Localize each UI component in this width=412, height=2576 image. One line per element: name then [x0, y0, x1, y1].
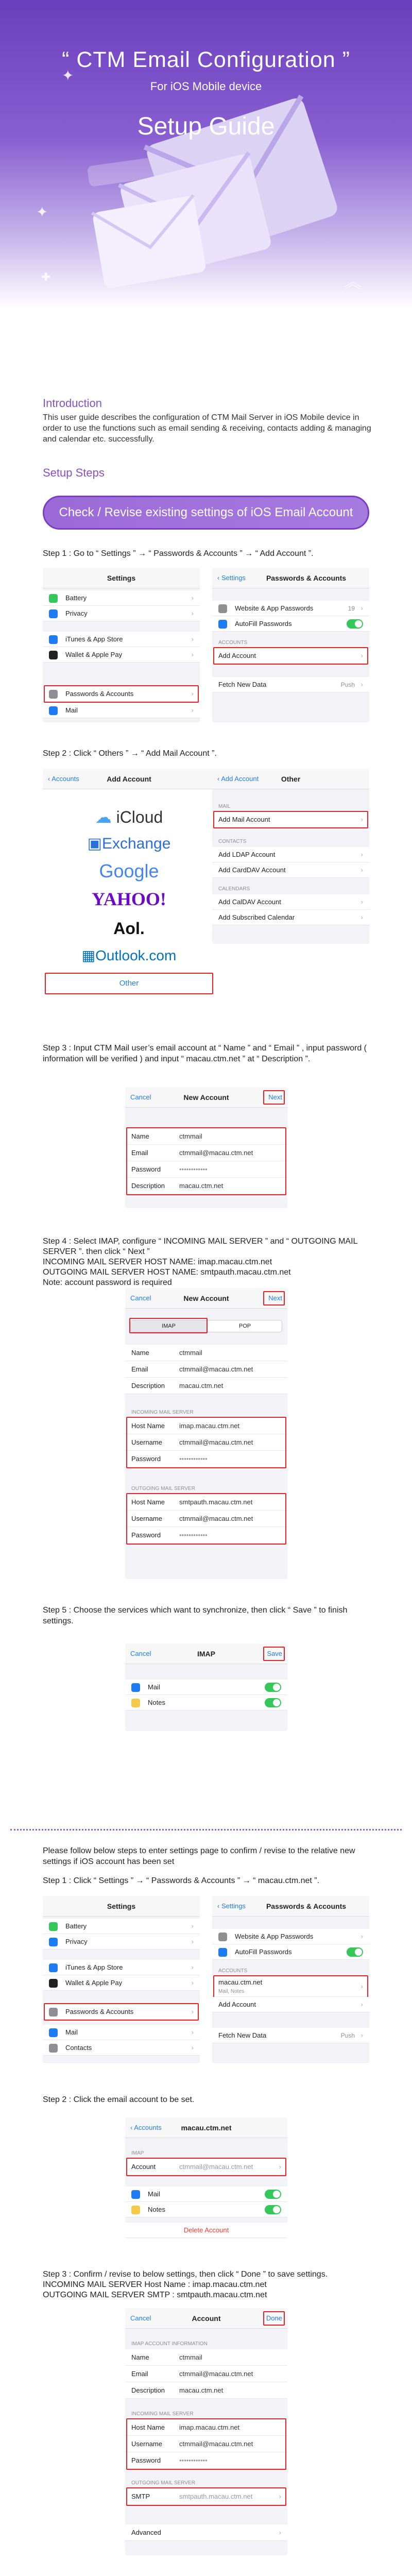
field-label: Email [131, 1365, 148, 1373]
add-account-screen [43, 769, 215, 1011]
mail-header: MAIL [218, 804, 231, 809]
row-label: Add Account [218, 652, 256, 659]
option-label: Aol. [113, 919, 145, 938]
key-icon [218, 1933, 227, 1941]
field-label: Account [131, 2163, 156, 2171]
chevron-right-icon: › [360, 681, 363, 688]
row-label: Notes [148, 2206, 165, 2213]
field-value: macau.ctm.net [179, 1382, 224, 1389]
field-value: ctmmail@macau.ctm.net [179, 2370, 253, 2378]
exchange-option[interactable] [43, 835, 215, 853]
highlight-box [126, 2487, 286, 2506]
highlight-box [263, 2311, 285, 2326]
description-field[interactable] [125, 1378, 287, 1394]
chevron-right-icon: › [360, 851, 363, 858]
advanced-row[interactable] [125, 2524, 287, 2541]
highlight-box [129, 1318, 208, 1333]
segment-label: IMAP [162, 1323, 176, 1329]
settings-navbar [43, 1896, 200, 1917]
chevron-right-icon: › [191, 1938, 194, 1945]
add-title: Add Account [107, 775, 151, 783]
field-value: smtpauth.macau.ctm.net [179, 2493, 253, 2500]
option-label: iCloud [116, 808, 163, 826]
chevron-right-icon: › [191, 1963, 194, 1971]
step-3-text: Step 3 : Input CTM Mail user’s email account at “ Name ” and “ Email ” , input password ( information will be verified ) and input “ macau.ctm.net ” at “ Description ”. [43, 1044, 367, 1063]
row-label: Contacts [65, 2044, 92, 2052]
row-label: Add Subscribed Calendar [218, 913, 295, 921]
battery-icon [49, 594, 58, 603]
highlight-box [126, 2158, 286, 2176]
field-value: imap.macau.ctm.net [179, 2424, 240, 2431]
account-name: macau.ctm.net [218, 1978, 263, 1986]
back-label: Add Account [221, 775, 259, 783]
mail-icon [49, 706, 58, 715]
settings-title: Settings [107, 1902, 136, 1910]
notes-icon [131, 1699, 140, 1707]
row-label: Mail [148, 2190, 160, 2198]
highlight-box [213, 647, 368, 665]
field-value: imap.macau.ctm.net [179, 1422, 240, 1430]
row-label: Battery [65, 1922, 87, 1930]
settings-navbar [43, 568, 200, 588]
chevron-right-icon: › [191, 2008, 194, 2015]
pa-title: Passwords & Accounts [266, 574, 347, 582]
field-label: Name [131, 1132, 149, 1140]
row-label: Add CardDAV Account [218, 866, 286, 874]
mail-icon [49, 2028, 58, 2037]
field-label: Host Name [131, 1498, 165, 1506]
pa-title: Passwords & Accounts [266, 1902, 347, 1910]
highlight-box [213, 1975, 368, 1998]
highlight-box [45, 973, 213, 994]
highlight-box [126, 1493, 286, 1545]
chevron-right-icon: › [360, 652, 363, 659]
hero-banner [0, 0, 412, 309]
sync-mail-row[interactable] [125, 2187, 287, 2202]
cancel-button[interactable]: Cancel [130, 1093, 151, 1101]
field-label: Name [131, 1349, 149, 1357]
field-value: ctmmail@macau.ctm.net [179, 2163, 253, 2171]
segment-label: POP [238, 1323, 251, 1329]
revise-step-3-text: Step 3 : Confirm / revise to below settings, then click “ Done ” to save settings. INCOMING MAIL SERVER Host Name : imap.macau.ctm.net OUTGOING MAIL SERVER SMTP : smtpauth.macau.ctm.net [43, 2270, 328, 2299]
add-carddav-row[interactable] [212, 862, 369, 878]
outlook-option[interactable] [43, 947, 215, 964]
website-passwords-row[interactable] [212, 601, 369, 616]
field-value: ctmmail@macau.ctm.net [179, 1438, 253, 1446]
field-value: •••••••••••• [179, 1165, 208, 1173]
field-value: •••••••••••• [179, 2456, 208, 2464]
section-divider [10, 1829, 402, 1831]
autofill-row[interactable] [212, 1944, 369, 1960]
highlight-box [263, 1647, 285, 1661]
field-label: Username [131, 1438, 162, 1446]
row-label: Add Mail Account [218, 816, 270, 823]
field-value: macau.ctm.net [179, 1182, 224, 1190]
imap-save-screen [125, 1643, 287, 1731]
cancel-button[interactable]: Cancel [130, 2314, 151, 2322]
back-button[interactable]: ‹ Add Account [217, 775, 259, 783]
field-value: ctmmail@macau.ctm.net [179, 2440, 253, 2448]
settings-mail[interactable] [43, 2025, 200, 2040]
imap-info-header: IMAP ACCOUNT INFORMATION [131, 2341, 208, 2347]
aol-option[interactable] [43, 919, 215, 938]
settings-mail[interactable] [43, 703, 200, 718]
new-account-screen [125, 1087, 287, 1208]
chevron-right-icon: › [279, 2493, 281, 2500]
sync-mail-row[interactable] [125, 1680, 287, 1695]
pa-navbar [212, 568, 369, 588]
passwords-accounts-screen [212, 568, 369, 722]
imap-config-screen [125, 1288, 287, 1579]
key-icon [218, 604, 227, 613]
field-label: SMTP [131, 2493, 150, 2500]
contacts-icon [49, 2044, 58, 2053]
other-title: Other [281, 775, 301, 783]
row-label: Add LDAP Account [218, 851, 276, 858]
settings-contacts[interactable] [43, 2040, 200, 2056]
field-value: •••••••••••• [179, 1531, 208, 1539]
fetch-new-data-row[interactable] [212, 677, 369, 692]
hand-icon [49, 609, 58, 618]
name-field[interactable] [125, 1345, 287, 1361]
row-label: Website & App Passwords [235, 604, 314, 612]
option-label: YAHOO! [92, 889, 166, 909]
highlight-box [44, 2003, 199, 2021]
settings-wallet[interactable] [43, 647, 200, 663]
setup-steps-heading: Setup Steps [43, 466, 105, 479]
chevron-right-icon: › [360, 2031, 363, 2039]
cancel-button[interactable]: Cancel [130, 1650, 151, 1657]
row-label: Fetch New Data [218, 2031, 267, 2039]
account-detail-title: Account [192, 2314, 221, 2323]
outlook-icon: ▦ [81, 947, 96, 963]
field-value: ctmmail [179, 1349, 202, 1357]
account-page-navbar [125, 2117, 287, 2138]
add-ldap-row[interactable] [212, 847, 369, 862]
revise-intro-text: Please follow below steps to enter settings page to confirm / revise to the relative new settings if iOS account has been set [43, 1846, 355, 1866]
add-navbar [43, 769, 215, 789]
app-store-icon [49, 635, 58, 644]
field-label: Username [131, 2440, 162, 2448]
row-label: Battery [65, 594, 87, 602]
highlight-box [126, 1417, 286, 1468]
field-label: Email [131, 1149, 148, 1157]
field-label: Host Name [131, 2424, 165, 2431]
sparkle-icon: ✦ [36, 204, 48, 220]
revise-step-1-text: Step 1 : Click “ Settings ” → “ Passwords & Accounts ” → “ macau.ctm.net ”. [43, 1876, 320, 1885]
row-label: Notes [148, 1699, 165, 1706]
option-label: Other [119, 979, 139, 988]
row-label: iTunes & App Store [65, 635, 123, 643]
page-subtitle: For iOS Mobile device [150, 80, 262, 93]
chevron-right-icon: › [279, 2163, 281, 2171]
row-label: AutoFill Passwords [235, 1948, 292, 1956]
highlight-box [126, 1127, 286, 1195]
highlight-box [263, 1291, 285, 1306]
icloud-option[interactable] [43, 807, 215, 827]
password-count: 19 [348, 605, 355, 612]
wallet-icon [49, 651, 58, 659]
account-services: Mail, Notes [218, 1989, 245, 1994]
back-label: Settings [221, 1902, 246, 1910]
mail-icon [131, 1683, 140, 1692]
back-button[interactable]: ‹ Settings [217, 1902, 246, 1910]
row-label: Add CalDAV Account [218, 898, 281, 906]
mail-switch[interactable] [265, 2190, 281, 2199]
envelope-illustration [0, 0, 412, 309]
delete-label: Delete Account [183, 2226, 229, 2234]
wallet-icon [49, 1979, 58, 1988]
row-label: Mail [65, 706, 78, 714]
fetch-new-data-row[interactable] [212, 2028, 369, 2043]
field-label: Description [131, 1382, 165, 1389]
field-value: macau.ctm.net [179, 2386, 224, 2394]
row-label: Privacy [65, 1938, 88, 1945]
account-page-title: macau.ctm.net [181, 2124, 232, 2132]
chevron-right-icon: › [191, 609, 194, 617]
chevron-up-icon: ︽ [344, 273, 362, 292]
notes-switch[interactable] [265, 2205, 281, 2214]
row-label: Mail [148, 1683, 160, 1691]
step-4-text: Step 4 : Select IMAP, configure “ INCOMING MAIL SERVER ” and “ OUTGOING MAIL SERVER ”. then click “ Next ” INCOMING MAIL SERVER HOST NAME: imap.macau.ctm.net OUTGOING MAIL SERVER HOST NAME: smtpauth.macau.ctm.net Note: account password is required [43, 1237, 357, 1287]
chevron-right-icon: › [360, 898, 363, 906]
chevron-right-icon: › [360, 604, 363, 612]
settings-itunes[interactable] [43, 1960, 200, 1975]
plus-icon: ✚ [41, 270, 51, 283]
step-5-text: Step 5 : Choose the services which want to synchronize, then click “ Save ” to finish settings. [43, 1606, 348, 1625]
calendars-header: CALENDARS [218, 886, 250, 892]
chevron-right-icon: › [360, 2001, 363, 2008]
field-label: Name [131, 2353, 149, 2361]
row-label: Passwords & Accounts [65, 690, 134, 698]
back-button[interactable]: ‹ Accounts [130, 2124, 162, 2131]
step-1-text: Step 1 : Go to “ Settings ” → “ Passwords & Accounts ” → “ Add Account ”. [43, 549, 314, 558]
field-value: ctmmail@macau.ctm.net [179, 1365, 253, 1373]
field-label: Password [131, 1531, 161, 1539]
intro-heading: Introduction [43, 397, 102, 410]
chevron-right-icon: › [191, 1979, 194, 1987]
chevron-right-icon: › [191, 2028, 194, 2036]
field-label: Password [131, 2456, 161, 2464]
autofill-icon [218, 620, 227, 629]
hand-icon [49, 1938, 58, 1946]
mail-icon [131, 2190, 140, 2199]
other-screen [212, 769, 369, 944]
cancel-button[interactable]: Cancel [130, 1294, 151, 1302]
add-caldav-row[interactable] [212, 894, 369, 910]
row-label: AutoFill Passwords [235, 620, 292, 628]
new-account-title: New Account [183, 1093, 229, 1101]
chevron-right-icon: › [191, 651, 194, 658]
row-label: Add Account [218, 2001, 256, 2008]
field-label: Username [131, 1515, 162, 1522]
settings-screen-2 [43, 1896, 200, 2063]
intro-text: This user guide describes the configuration of CTM Mail Server in iOS Mobile device in order to use the functions such as email sending & receiving, contacts adding & managing and calendar etc. successfully. [43, 413, 371, 444]
incoming-header: INCOMING MAIL SERVER [131, 2411, 194, 2417]
field-value: ctmmail@macau.ctm.net [179, 1515, 253, 1522]
option-label: Outlook.com [95, 947, 177, 963]
row-label: Mail [65, 2028, 78, 2036]
setup-guide-heading: Setup Guide [137, 113, 275, 140]
autofill-switch[interactable] [347, 619, 363, 629]
pop-segment[interactable] [207, 1320, 283, 1332]
back-button[interactable]: ‹ Accounts [48, 775, 79, 783]
field-value: ctmmail [179, 2353, 202, 2361]
contacts-header: CONTACTS [218, 839, 247, 844]
imap-header: IMAP [131, 2150, 144, 2156]
chevron-right-icon: › [360, 866, 363, 874]
field-label: Description [131, 2386, 165, 2394]
add-subscribed-calendar-row[interactable] [212, 910, 369, 925]
highlight-box [44, 685, 199, 703]
option-label: Exchange [101, 835, 171, 852]
settings-battery[interactable] [43, 1919, 200, 1934]
field-value: ctmmail [179, 1132, 202, 1140]
field-label: Advanced [131, 2529, 161, 2536]
back-label: Accounts [134, 2124, 162, 2131]
option-label: Google [99, 860, 159, 882]
notes-switch[interactable] [265, 1698, 281, 1707]
field-label: Password [131, 1455, 161, 1463]
email-field[interactable] [125, 1361, 287, 1378]
back-label: Settings [221, 574, 246, 582]
cloud-icon: ☁ [95, 808, 112, 826]
chevron-right-icon: › [191, 594, 194, 602]
autofill-switch[interactable] [347, 1947, 363, 1957]
row-label: Privacy [65, 609, 88, 617]
field-label: Description [131, 1182, 165, 1190]
field-value: ctmmail@macau.ctm.net [179, 1149, 253, 1157]
row-label: Website & App Passwords [235, 1933, 314, 1940]
done-button[interactable]: Done [266, 2314, 282, 2322]
field-label: Password [131, 1165, 161, 1173]
next-button[interactable]: Next [268, 1294, 282, 1302]
highlight-box [263, 1090, 285, 1105]
outgoing-header: OUTGOING MAIL SERVER [131, 1486, 195, 1492]
sync-notes-row[interactable] [125, 1695, 287, 1710]
highlight-box [126, 2418, 286, 2470]
passwords-accounts-screen-2 [212, 1896, 369, 2063]
back-label: Accounts [52, 775, 79, 783]
highlight-box [213, 811, 368, 828]
chevron-right-icon: › [360, 1933, 363, 1940]
settings-battery[interactable] [43, 590, 200, 606]
yahoo-option[interactable] [43, 888, 215, 910]
autofill-row[interactable] [212, 616, 369, 632]
row-label: iTunes & App Store [65, 1963, 123, 1971]
settings-itunes[interactable] [43, 632, 200, 647]
name-field[interactable] [125, 2349, 287, 2366]
chevron-right-icon: › [191, 690, 194, 698]
step-2-text: Step 2 : Click “ Others ” → “ Add Mail Account ”. [43, 749, 217, 758]
battery-icon [49, 1922, 58, 1931]
chevron-right-icon: › [191, 1922, 194, 1930]
field-label: Host Name [131, 1422, 165, 1430]
description-field[interactable] [125, 2382, 287, 2399]
add-account-row[interactable] [212, 1997, 369, 2012]
next-button[interactable]: Next [268, 1093, 282, 1101]
chevron-right-icon: › [360, 816, 363, 823]
other-navbar [212, 769, 369, 789]
row-label: Wallet & Apple Pay [65, 651, 123, 658]
revise-step-2-text: Step 2 : Click the email account to be set. [43, 2095, 195, 2104]
delete-account-button[interactable] [125, 2223, 287, 2238]
account-page-screen [125, 2117, 287, 2239]
new-account-title: New Account [183, 1294, 229, 1302]
back-button[interactable]: ‹ Settings [217, 574, 246, 582]
autofill-icon [218, 1948, 227, 1957]
sparkle-icon: ✦ [62, 67, 74, 83]
sync-notes-row[interactable] [125, 2202, 287, 2217]
notes-icon [131, 2206, 140, 2214]
fetch-value: Push [340, 681, 355, 688]
exchange-icon: ▣ [87, 835, 102, 852]
website-passwords-row[interactable] [212, 1929, 369, 1944]
google-option[interactable] [43, 860, 215, 882]
accounts-header: ACCOUNTS [218, 1968, 248, 1974]
settings-title: Settings [107, 574, 136, 582]
chevron-right-icon: › [279, 2529, 281, 2536]
settings-privacy[interactable] [43, 606, 200, 621]
account-detail-screen [125, 2308, 287, 2555]
row-label: Wallet & Apple Pay [65, 1979, 123, 1987]
save-button[interactable]: Save [267, 1650, 282, 1657]
field-value: smtpauth.macau.ctm.net [179, 1498, 253, 1506]
fetch-value: Push [340, 2032, 355, 2039]
chevron-right-icon: › [360, 913, 363, 921]
email-field[interactable] [125, 2366, 287, 2382]
imap-title: IMAP [197, 1650, 215, 1658]
incoming-header: INCOMING MAIL SERVER [131, 1410, 194, 1415]
accounts-header: ACCOUNTS [218, 640, 248, 646]
outgoing-header: OUTGOING MAIL SERVER [131, 2480, 195, 2486]
settings-privacy[interactable] [43, 1934, 200, 1950]
row-label: Passwords & Accounts [65, 2008, 134, 2015]
chevron-right-icon: › [360, 1982, 363, 1990]
app-store-icon [49, 1963, 58, 1972]
pa-navbar [212, 1896, 369, 1917]
chevron-right-icon: › [191, 2044, 194, 2052]
page-title: “ CTM Email Configuration ” [62, 47, 350, 72]
field-value: •••••••••••• [179, 1455, 208, 1463]
chevron-right-icon: › [191, 706, 194, 714]
settings-wallet[interactable] [43, 1975, 200, 1991]
settings-screen [43, 568, 200, 722]
field-label: Email [131, 2370, 148, 2378]
row-label: Fetch New Data [218, 681, 267, 688]
chevron-right-icon: › [191, 635, 194, 643]
check-revise-banner: Check / Revise existing settings of iOS Email Account [43, 496, 369, 530]
mail-switch[interactable] [265, 1683, 281, 1692]
